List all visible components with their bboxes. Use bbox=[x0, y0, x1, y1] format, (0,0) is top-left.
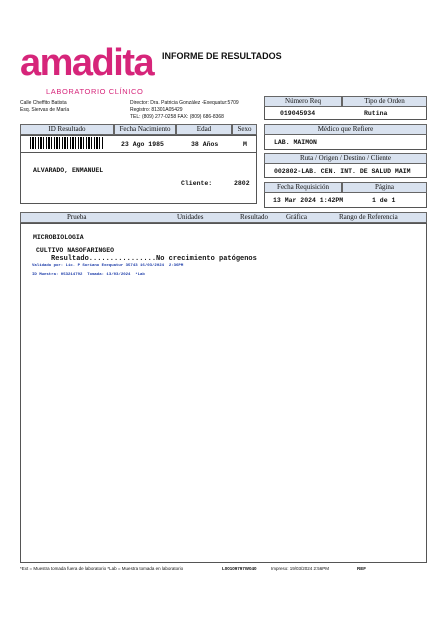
numero-req-label: Número Req bbox=[264, 96, 342, 107]
footer-ref: REF bbox=[357, 566, 366, 571]
pagina-label: Página bbox=[342, 182, 427, 193]
test-name: CULTIVO NASOFARINGEO bbox=[36, 247, 115, 254]
fecha-nac-label: Fecha Nacimiento bbox=[114, 124, 176, 135]
sexo-label: Sexo bbox=[232, 124, 257, 135]
barcode-image bbox=[30, 137, 104, 149]
footer-code: L00109797W040 bbox=[222, 566, 257, 571]
ruta-label: Ruta / Origen / Destino / Cliente bbox=[264, 153, 427, 164]
id-resultado-label: ID Resultado bbox=[20, 124, 114, 135]
logo-subtitle: LABORATORIO CLÍNICO bbox=[46, 87, 144, 96]
section-title: MICROBIOLOGIA bbox=[33, 234, 84, 241]
edad-value: 38 Años bbox=[191, 141, 219, 148]
muestra-line: ID Muestra: 053214792 Tomada: 13/03/2024 *Lab bbox=[32, 273, 145, 277]
medico-label: Médico que Refiere bbox=[264, 124, 427, 135]
validado-line: Validado por: Lic. P Soriano Exequatur 35743 16/03/2024 2:36PM bbox=[32, 264, 184, 268]
address-line: Calle Cheffito Batista bbox=[20, 100, 67, 106]
lab-address bbox=[20, 100, 69, 114]
medico-value: LAB. MAIMON bbox=[274, 139, 317, 146]
ruta-value: 002802-LAB. CEN. INT. DE SALUD MAIM bbox=[274, 168, 411, 175]
cliente-value: 2802 bbox=[234, 180, 250, 187]
fecha-req-label: Fecha Requisición bbox=[264, 182, 342, 193]
tipo-orden-label: Tipo de Orden bbox=[342, 96, 427, 107]
footer-legend: *Ext = Muestra tomada fuera de laboratorio *Lab = Muestra tomada en laboratorio bbox=[20, 566, 184, 571]
director-info bbox=[130, 100, 239, 121]
pagina-value: 1 de 1 bbox=[372, 197, 396, 204]
sexo-value: M bbox=[243, 141, 247, 148]
col-unidades: Unidades bbox=[177, 213, 204, 221]
col-resultado: Resultado bbox=[240, 213, 268, 221]
tipo-orden-value: Rutina bbox=[364, 110, 388, 117]
numero-req-value: 019045934 bbox=[280, 110, 316, 117]
phone-line: TEL: (809) 277-0258 FAX: (809) 686-8368 bbox=[130, 114, 224, 120]
col-prueba: Prueba bbox=[67, 213, 87, 221]
address-line: Esq. Siervas de María bbox=[20, 107, 70, 113]
registro-line: Registro: 81301A05429 bbox=[130, 107, 183, 113]
footer-printed: Impreso: 19/03/2024 2:56PM bbox=[271, 566, 330, 571]
col-rango: Rango de Referencia bbox=[339, 213, 398, 221]
cliente-label: Cliente: bbox=[181, 180, 213, 187]
fecha-req-value: 13 Mar 2024 1:42PM bbox=[273, 197, 344, 204]
test-result: Resultado................No crecimiento patógenos bbox=[51, 255, 257, 263]
patient-name: ALVARADO, ENMANUEL bbox=[33, 167, 104, 174]
company-logo: amadita bbox=[20, 42, 154, 84]
fecha-nac-value: 23 Ago 1985 bbox=[121, 141, 164, 148]
director-line: Director: Dra. Patricia González -Exequatur:5709 bbox=[130, 100, 239, 106]
edad-label: Edad bbox=[176, 124, 232, 135]
report-title: INFORME DE RESULTADOS bbox=[162, 51, 282, 61]
col-grafica: Gráfica bbox=[286, 213, 307, 221]
